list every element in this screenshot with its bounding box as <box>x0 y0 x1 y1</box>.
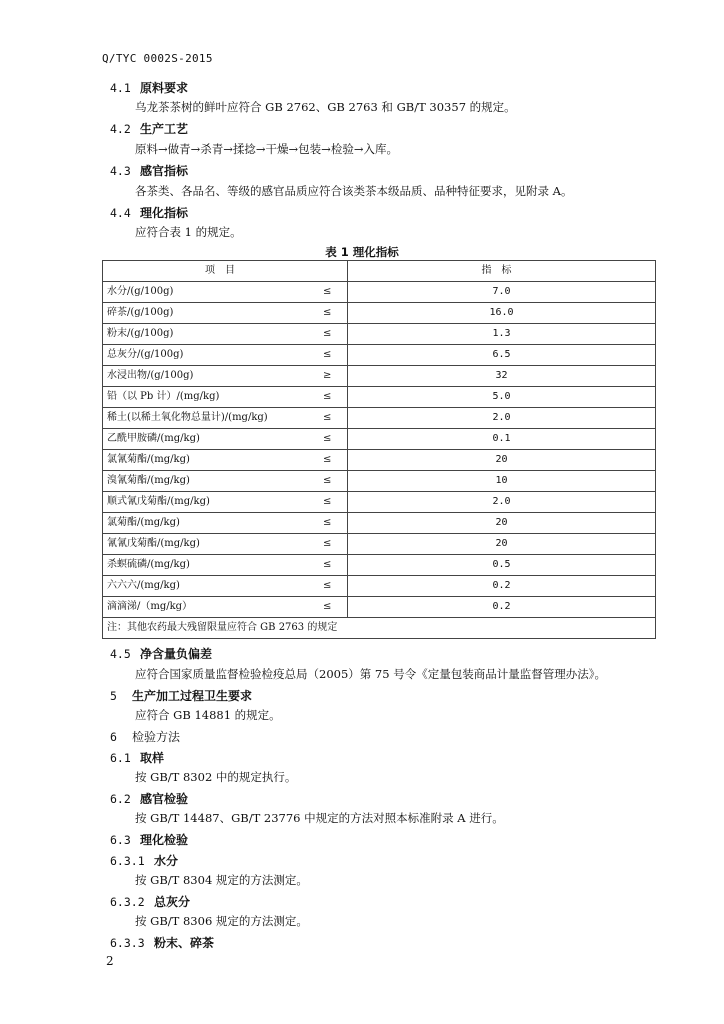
item-cell: 乙酰甲胺磷/(mg/kg) <box>103 429 308 450</box>
value-cell: 16.0 <box>348 303 656 324</box>
table-row <box>103 534 656 555</box>
section-4-5-heading <box>110 645 212 662</box>
comparator-cell: ≤ <box>308 387 348 408</box>
table-row <box>103 492 656 513</box>
value-cell: 6.5 <box>348 345 656 366</box>
item-cell: 顺式氰戊菊酯/(mg/kg) <box>103 492 308 513</box>
section-title: 取样 <box>140 751 165 765</box>
table-note: 注：其他农药最大残留限量应符合 GB 2763 的规定 <box>103 618 656 639</box>
section-number: 4.2 <box>110 122 131 136</box>
section-number: 6.1 <box>110 751 131 765</box>
value-cell: 32 <box>348 366 656 387</box>
comparator-cell: ≥ <box>308 366 348 387</box>
comparator-cell: ≤ <box>308 534 348 555</box>
value-cell: 0.2 <box>348 576 656 597</box>
value-cell: 1.3 <box>348 324 656 345</box>
section-title: 净含量负偏差 <box>140 647 213 661</box>
item-cell: 六六六/(mg/kg) <box>103 576 308 597</box>
section-6-3-heading <box>110 831 188 848</box>
table-row <box>103 555 656 576</box>
item-cell: 铅（以 Pb 计）/(mg/kg) <box>103 387 308 408</box>
value-cell: 5.0 <box>348 387 656 408</box>
table-row <box>103 597 656 618</box>
section-4-4-heading <box>110 204 188 221</box>
comparator-cell: ≤ <box>308 597 348 618</box>
item-cell: 水浸出物/(g/100g) <box>103 366 308 387</box>
item-cell: 氯氰菊酯/(mg/kg) <box>103 450 308 471</box>
comparator-cell: ≤ <box>308 429 348 450</box>
table-row <box>103 387 656 408</box>
section-6-2-heading <box>110 790 188 807</box>
section-6-2-body: 按 GB/T 14487、GB/T 23776 中规定的方法对照本标准附录 A 进行。 <box>135 811 504 825</box>
table-row <box>103 513 656 534</box>
table-row <box>103 324 656 345</box>
section-number: 6.3.2 <box>110 895 145 909</box>
section-title: 生产工艺 <box>140 122 189 136</box>
comparator-cell: ≤ <box>308 345 348 366</box>
section-title: 理化指标 <box>140 206 189 220</box>
item-cell: 碎茶/(g/100g) <box>103 303 308 324</box>
section-title: 生产加工过程卫生要求 <box>132 689 253 703</box>
section-4-2-heading <box>110 120 188 137</box>
section-title: 理化检验 <box>140 833 189 847</box>
section-4-5-body: 应符合国家质量监督检验检疫总局（2005）第 75 号令《定量包装商品计量监督管理办法》。 <box>135 667 606 681</box>
table-row <box>103 366 656 387</box>
item-cell: 粉末/(g/100g) <box>103 324 308 345</box>
table-row <box>103 345 656 366</box>
section-number: 6.3 <box>110 833 131 847</box>
table-header-row <box>103 261 656 282</box>
section-6-1-body: 按 GB/T 8302 中的规定执行。 <box>135 770 297 784</box>
item-cell: 杀螟硫磷/(mg/kg) <box>103 555 308 576</box>
comparator-cell: ≤ <box>308 324 348 345</box>
section-6-3-2-body: 按 GB/T 8306 规定的方法测定。 <box>135 914 308 928</box>
section-number: 6 <box>110 730 117 744</box>
comparator-cell: ≤ <box>308 408 348 429</box>
section-4-4-body: 应符合表 1 的规定。 <box>135 225 242 239</box>
section-5-heading <box>110 687 252 704</box>
page-number: 2 <box>106 954 114 968</box>
section-6-3-3-heading <box>110 934 214 951</box>
column-header-item: 项目 <box>103 261 348 282</box>
document-code: Q/TYC 0002S-2015 <box>102 52 213 65</box>
section-number: 4.1 <box>110 81 131 95</box>
item-cell: 氯菊酯/(mg/kg) <box>103 513 308 534</box>
table-row <box>103 471 656 492</box>
item-cell: 总灰分/(g/100g) <box>103 345 308 366</box>
column-header-value: 指标 <box>348 261 656 282</box>
physico-chemical-table <box>102 260 656 639</box>
item-cell: 稀土(以稀土氧化物总量计)/(mg/kg) <box>103 408 308 429</box>
value-cell: 20 <box>348 513 656 534</box>
table-caption: 表 1 理化指标 <box>325 245 399 259</box>
comparator-cell: ≤ <box>308 492 348 513</box>
section-title: 感官指标 <box>140 164 189 178</box>
section-6-1-heading <box>110 749 164 766</box>
section-number: 6.3.1 <box>110 854 145 868</box>
item-cell: 溴氰菊酯/(mg/kg) <box>103 471 308 492</box>
table-row <box>103 429 656 450</box>
table-row <box>103 576 656 597</box>
section-title: 水分 <box>154 854 179 868</box>
item-cell: 氰氰戊菊酯/(mg/kg) <box>103 534 308 555</box>
table-row <box>103 408 656 429</box>
section-title: 感官检验 <box>140 792 189 806</box>
value-cell: 0.1 <box>348 429 656 450</box>
table-note-row <box>103 618 656 639</box>
value-cell: 0.5 <box>348 555 656 576</box>
section-6-3-1-heading <box>110 852 178 869</box>
section-4-1-body: 乌龙茶茶树的鲜叶应符合 GB 2762、GB 2763 和 GB/T 30357 的规定。 <box>135 100 516 114</box>
section-5-body: 应符合 GB 14881 的规定。 <box>135 708 281 722</box>
comparator-cell: ≤ <box>308 513 348 534</box>
comparator-cell: ≤ <box>308 303 348 324</box>
value-cell: 7.0 <box>348 282 656 303</box>
section-4-3-body: 各茶类、各品名、等级的感官品质应符合该类茶本级品质、品种特征要求，见附录 A。 <box>135 184 573 198</box>
value-cell: 10 <box>348 471 656 492</box>
table-row <box>103 450 656 471</box>
section-6-3-1-body: 按 GB/T 8304 规定的方法测定。 <box>135 873 308 887</box>
section-title: 原料要求 <box>140 81 189 95</box>
section-number: 4.4 <box>110 206 131 220</box>
section-number: 4.3 <box>110 164 131 178</box>
section-number: 4.5 <box>110 647 131 661</box>
table-row <box>103 282 656 303</box>
value-cell: 20 <box>348 450 656 471</box>
table-row <box>103 303 656 324</box>
comparator-cell: ≤ <box>308 555 348 576</box>
value-cell: 0.2 <box>348 597 656 618</box>
section-4-3-heading <box>110 162 188 179</box>
section-4-2-body: 原料→做青→杀青→揉捻→干燥→包装→检验→入库。 <box>135 142 398 156</box>
comparator-cell: ≤ <box>308 576 348 597</box>
comparator-cell: ≤ <box>308 450 348 471</box>
value-cell: 20 <box>348 534 656 555</box>
section-number: 6.2 <box>110 792 131 806</box>
comparator-cell: ≤ <box>308 471 348 492</box>
section-number: 5 <box>110 689 117 703</box>
item-cell: 滴滴涕/（mg/kg） <box>103 597 308 618</box>
section-6-3-2-heading <box>110 893 190 910</box>
item-cell: 水分/(g/100g) <box>103 282 308 303</box>
section-title: 检验方法 <box>132 730 181 744</box>
section-number: 6.3.3 <box>110 936 145 950</box>
section-title: 总灰分 <box>154 895 191 909</box>
value-cell: 2.0 <box>348 408 656 429</box>
value-cell: 2.0 <box>348 492 656 513</box>
section-title: 粉末、碎茶 <box>154 936 215 950</box>
section-6-heading <box>110 728 180 745</box>
section-4-1-heading <box>110 79 188 96</box>
comparator-cell: ≤ <box>308 282 348 303</box>
